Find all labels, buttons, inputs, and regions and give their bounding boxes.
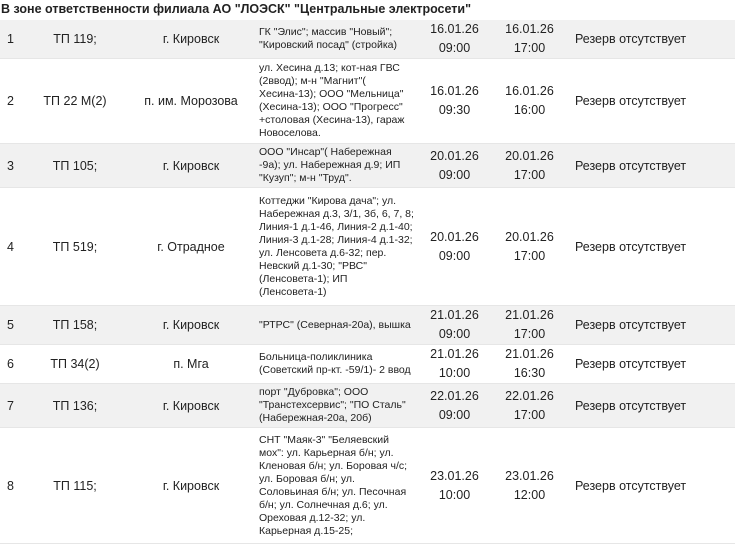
end-date: 20.01.26 [505, 229, 554, 244]
row-number: 2 [0, 59, 24, 144]
row-number: 3 [0, 144, 24, 188]
row-number: 8 [0, 428, 24, 544]
table-row [0, 144, 735, 188]
table-row [0, 428, 735, 544]
reserve-cell: Резерв отсутствует [568, 59, 735, 144]
table-row [0, 20, 735, 59]
locality-cell: п. Мга [126, 345, 256, 384]
row-number: 5 [0, 306, 24, 345]
reserve-cell: Резерв отсутствует [568, 345, 735, 384]
start-time: 10:00 [438, 366, 471, 380]
start-cell [418, 20, 491, 59]
start-time: 10:00 [438, 487, 471, 502]
locality-cell: г. Кировск [126, 144, 256, 188]
outage-table [0, 20, 735, 544]
locality-cell: г. Кировск [126, 384, 256, 428]
table-row [0, 384, 735, 428]
substation-cell: ТП 34(2) [24, 345, 126, 384]
end-date: 20.01.26 [505, 148, 554, 163]
reserve-cell: Резерв отсутствует [568, 306, 735, 345]
start-time: 09:00 [438, 41, 471, 55]
address-cell: ул. Хесина д.13; кот-ная ГВС (2ввод); м-н "Магнит"( Хесина-13); ООО "Мельница" (Хесина-13); ООО "Прогресс" +столовая (Хесина-13), гараж Новоселова. [256, 59, 418, 144]
start-cell [418, 144, 491, 188]
section-heading: В зоне ответственности филиала АО "ЛОЭСК" "Центральные электросети" [1, 2, 472, 16]
table-row [0, 345, 735, 384]
substation-cell: ТП 158; [24, 306, 126, 345]
reserve-cell: Резерв отсутствует [568, 144, 735, 188]
address-cell: СНТ "Маяк-3" "Беляевский мох": ул. Карьерная б/н; ул. Кленовая б/н; ул. Боровая ч/с; ул. Боровая б/н; ул. Соловьиная б/н; ул. Песочная б/н; ул. Солнечная д.6; ул. Ореховая д.12-32; ул. Карьерная д.15-25; [256, 428, 418, 544]
address-cell: порт "Дубровка"; ООО "Транстехсервис"; "ПО Сталь" (Набережная-20а, 20б) [256, 384, 418, 428]
locality-cell: п. им. Морозова [126, 59, 256, 144]
substation-cell: ТП 22 М(2) [24, 59, 126, 144]
start-cell [418, 188, 491, 306]
locality-cell: г. Кировск [126, 306, 256, 345]
start-date: 23.01.26 [430, 468, 479, 483]
start-time: 09:00 [438, 167, 471, 182]
address-cell: "РТРС" (Северная-20а), вышка [256, 306, 418, 345]
reserve-cell: Резерв отсутствует [568, 20, 735, 59]
start-date: 21.01.26 [430, 308, 479, 322]
start-cell [418, 306, 491, 345]
row-number: 1 [0, 20, 24, 59]
end-cell [491, 428, 568, 544]
start-time: 09:00 [438, 248, 471, 263]
address-cell: Больница-поликлиника (Советский пр-кт. -59/1)- 2 ввод [256, 345, 418, 384]
end-time: 16:00 [513, 103, 546, 117]
end-date: 21.01.26 [505, 347, 554, 361]
substation-cell: ТП 136; [24, 384, 126, 428]
table-row [0, 188, 735, 306]
end-cell [491, 384, 568, 428]
end-cell [491, 144, 568, 188]
address-cell: Коттеджи "Кирова дача"; ул. Набережная д.3, 3/1, 3б, 6, 7, 8; Линия-1 д.1-46, Линия-2 д.1-40; Линия-3 д.1-28; Линия-4 д.1-32; ул. Ленсовета д.6-32; пер. Невский д.1-30; "РВС" (Ленсовета-1); ИП (Ленсовета-1) [256, 188, 418, 306]
end-cell [491, 20, 568, 59]
end-date: 16.01.26 [505, 84, 554, 98]
end-date: 16.01.26 [505, 22, 554, 36]
start-date: 16.01.26 [430, 84, 479, 98]
row-number: 6 [0, 345, 24, 384]
start-date: 20.01.26 [430, 229, 479, 244]
table-row [0, 306, 735, 345]
start-time: 09:00 [438, 327, 471, 341]
end-time: 17:00 [513, 41, 546, 55]
row-number: 7 [0, 384, 24, 428]
reserve-cell: Резерв отсутствует [568, 428, 735, 544]
start-date: 22.01.26 [430, 388, 479, 403]
start-time: 09:00 [438, 407, 471, 422]
end-time: 17:00 [513, 248, 546, 263]
row-number: 4 [0, 188, 24, 306]
end-time: 17:00 [513, 167, 546, 182]
address-cell: ГК "Элис"; массив "Новый"; "Кировский посад" (стройка) [256, 20, 418, 59]
table-row [0, 59, 735, 144]
locality-cell: г. Кировск [126, 20, 256, 59]
end-time: 16:30 [513, 366, 546, 380]
start-date: 21.01.26 [430, 347, 479, 361]
substation-cell: ТП 119; [24, 20, 126, 59]
substation-cell: ТП 115; [24, 428, 126, 544]
end-time: 17:00 [513, 407, 546, 422]
reserve-cell: Резерв отсутствует [568, 188, 735, 306]
end-date: 21.01.26 [505, 308, 554, 322]
start-cell [418, 428, 491, 544]
start-cell [418, 345, 491, 384]
end-cell [491, 306, 568, 345]
end-cell [491, 345, 568, 384]
start-cell [418, 384, 491, 428]
address-cell: ООО "Инсар"( Набережная -9а); ул. Набережная д.9; ИП "Кузуп"; м-н "Труд". [256, 144, 418, 188]
start-time: 09:30 [438, 103, 471, 117]
start-date: 16.01.26 [430, 22, 479, 36]
end-date: 22.01.26 [505, 388, 554, 403]
start-date: 20.01.26 [430, 148, 479, 163]
end-time: 17:00 [513, 327, 546, 341]
start-cell [418, 59, 491, 144]
reserve-cell: Резерв отсутствует [568, 384, 735, 428]
end-cell [491, 188, 568, 306]
substation-cell: ТП 519; [24, 188, 126, 306]
end-cell [491, 59, 568, 144]
locality-cell: г. Кировск [126, 428, 256, 544]
end-time: 12:00 [513, 487, 546, 502]
locality-cell: г. Отрадное [126, 188, 256, 306]
substation-cell: ТП 105; [24, 144, 126, 188]
end-date: 23.01.26 [505, 468, 554, 483]
